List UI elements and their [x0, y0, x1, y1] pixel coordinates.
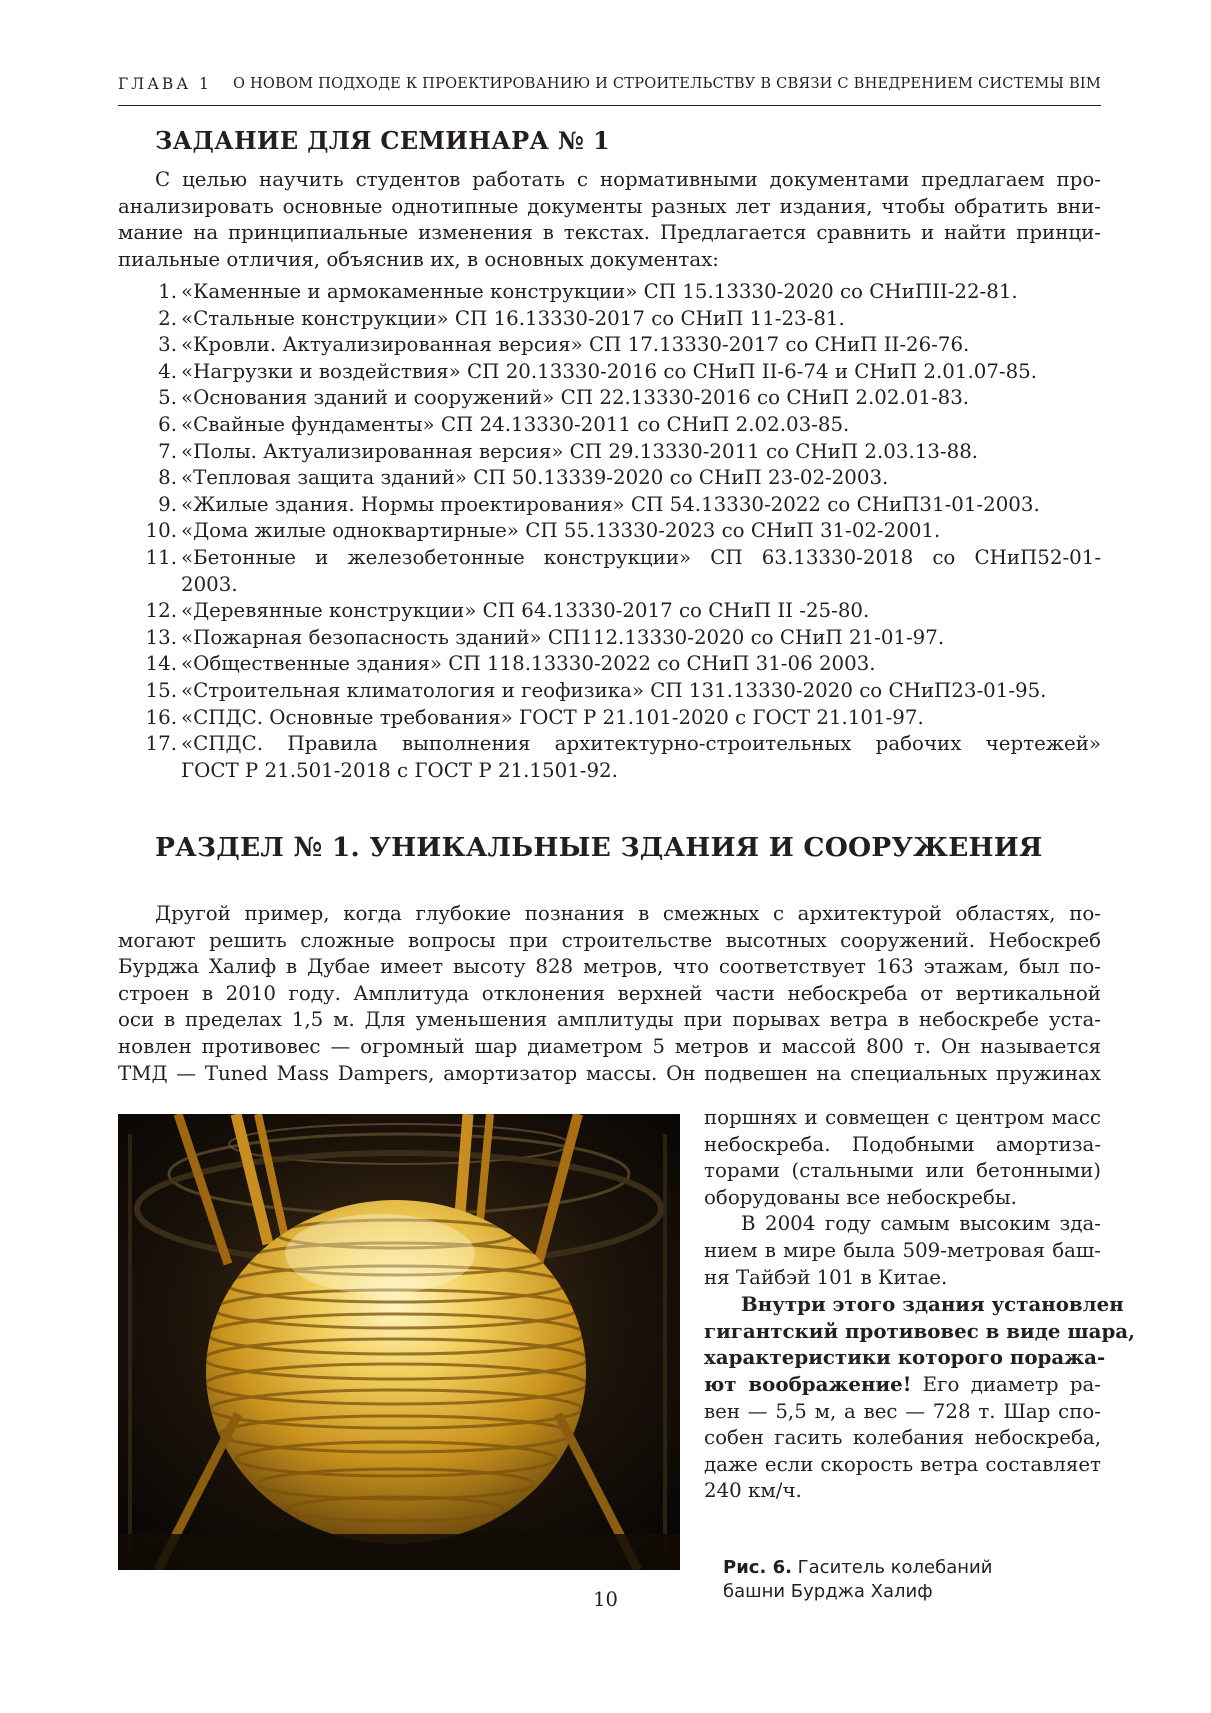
list-item	[118, 306, 1101, 333]
list-item	[118, 412, 1101, 439]
list-item	[118, 731, 1101, 784]
list-item-text: «Жилые здания. Нормы проектирования» СП 54.13330-2022 со СНиП31-01-2003.	[181, 492, 1040, 516]
section-heading: РАЗДЕЛ № 1. УНИКАЛЬНЫЕ ЗДАНИЯ И СООРУЖЕНИЯ	[155, 832, 1043, 863]
list-item	[118, 705, 1101, 732]
list-item-text: «Бетонные и железобетонные конструкции» СП 63.13330-2018 со СНиП52-01-	[181, 545, 1101, 569]
section-paragraph	[118, 901, 1101, 1087]
list-item-number: 6.	[158, 412, 177, 436]
list-item	[118, 678, 1101, 705]
list-item-number: 17.	[145, 732, 177, 756]
list-item-text: «Свайные фундаменты» СП 24.13330-2011 со СНиП 2.02.03-85.	[181, 412, 850, 436]
intro-line: анализировать основные однотипные документы разных лет издания, чтобы обратить вни-	[118, 194, 1101, 218]
tuned-mass-damper-photo	[118, 1114, 680, 1570]
side-line-bold: гигантский противовес в виде шара,	[704, 1318, 1135, 1343]
document-list	[118, 279, 1101, 784]
side-line: оборудованы все небоскребы.	[704, 1185, 1017, 1209]
chapter-title: О НОВОМ ПОДХОДЕ К ПРОЕКТИРОВАНИЮ И СТРОИТЕЛЬСТВУ В СВЯЗИ С ВНЕДРЕНИЕМ СИСТЕМЫ BIM	[233, 75, 1101, 92]
intro-line: пиальные отличия, объяснив их, в основных документах:	[118, 247, 719, 271]
list-item-text: «Основания зданий и сооружений» СП 22.13330-2016 со СНиП 2.02.01-83.	[181, 386, 970, 410]
list-item-number: 14.	[145, 652, 177, 676]
list-item-number: 3.	[158, 333, 177, 357]
list-item-number: 13.	[145, 625, 177, 649]
side-line-bold: Внутри этого здания установлен	[741, 1292, 1124, 1317]
figure-label: Рис. 6.	[723, 1557, 792, 1578]
list-item-text: «Дома жилые одноквартирные» СП 55.13330-2023 со СНиП 31-02-2001.	[181, 519, 941, 543]
paragraph-line: оси в пределах 1,5 м. Для уменьшения амплитуды при порывах ветра в небоскребе уста-	[118, 1008, 1101, 1032]
list-item-text: «Стальные конструкции» СП 16.13330-2017 со СНиП 11-23-81.	[181, 306, 845, 330]
list-item	[118, 492, 1101, 519]
list-item-number: 5.	[158, 386, 177, 410]
side-line: вен — 5,5 м, а вес — 728 т. Шар спо-	[704, 1399, 1101, 1423]
side-column-text	[704, 1105, 1135, 1505]
paragraph-line: Другой пример, когда глубокие познания в смежных с архитектурой областях, по-	[155, 902, 1101, 925]
intro-line: С целью научить студентов работать с нормативными документами предлагаем про-	[155, 168, 1101, 191]
side-line: собен гасить колебания небоскреба,	[704, 1426, 1101, 1450]
intro-line: мание на принципиальные изменения в текстах. Предлагается сравнить и найти принци-	[118, 221, 1101, 245]
list-item-number: 9.	[158, 492, 177, 516]
chapter-label: ГЛАВА 1	[118, 75, 212, 93]
list-item-text-cont: ГОСТ Р 21.501-2018 с ГОСТ Р 21.1501-92.	[181, 758, 618, 782]
list-item-number: 2.	[158, 306, 177, 330]
list-item-text: «Деревянные конструкции» СП 64.13330-2017 со СНиП II -25-80.	[181, 599, 870, 623]
list-item	[118, 545, 1101, 598]
caption-line	[723, 1556, 992, 1580]
list-item	[118, 439, 1101, 466]
seminar-intro	[118, 167, 1101, 273]
list-item	[118, 385, 1101, 412]
paragraph-line: ТМД — Tuned Mass Dampers, амортизатор массы. Он подвешен на специальных пружинах	[118, 1061, 1101, 1085]
list-item-text: «Пожарная безопасность зданий» СП112.13330-2020 со СНиП 21-01-97.	[181, 625, 945, 649]
paragraph-line: новлен противовес — огромный шар диаметром 5 метров и массой 800 т. Он называется	[118, 1034, 1101, 1058]
list-item	[118, 518, 1101, 545]
list-item	[118, 359, 1101, 386]
side-line: ня Тайбэй 101 в Китае.	[704, 1265, 948, 1289]
side-line: торами (стальными или бетонными)	[704, 1159, 1101, 1183]
side-line: В 2004 году самым высоким зда-	[741, 1212, 1101, 1236]
side-line: поршнях и совмещен с центром масс	[704, 1106, 1101, 1129]
side-line: нием в мире была 509-метровая баш-	[704, 1238, 1101, 1262]
list-item-text: «Строительная климатология и геофизика» СП 131.13330-2020 со СНиП23-01-95.	[181, 678, 1047, 702]
list-item-number: 10.	[145, 519, 177, 543]
list-item-text: «Тепловая защита зданий» СП 50.13339-2020 со СНиП 23-02-2003.	[181, 466, 889, 490]
list-item-number: 15.	[145, 678, 177, 702]
list-item	[118, 465, 1101, 492]
list-item-text: «СПДС. Основные требования» ГОСТ Р 21.101-2020 с ГОСТ 21.101-97.	[181, 705, 924, 729]
list-item-text: «Каменные и армокаменные конструкции» СП 15.13330-2020 со СНиПII-22-81.	[181, 280, 1018, 303]
list-item-text: «Общественные здания» СП 118.13330-2022 со СНиП 31-06 2003.	[181, 652, 876, 676]
paragraph-line: Бурджа Халиф в Дубае имеет высоту 828 метров, что соответствует 163 этажам, был по-	[118, 955, 1101, 979]
list-item	[118, 332, 1101, 359]
page-number: 10	[593, 1588, 618, 1611]
list-item	[118, 651, 1101, 678]
list-item	[118, 625, 1101, 652]
list-item-text: «Нагрузки и воздействия» СП 20.13330-2016 со СНиП II-6-74 и СНиП 2.01.07-85.	[181, 359, 1038, 383]
running-header	[118, 71, 1101, 106]
list-item	[118, 598, 1101, 625]
list-item-number: 7.	[158, 439, 177, 463]
list-item-number: 11.	[145, 545, 177, 569]
side-line-bold: характеристики которого поража-	[704, 1345, 1106, 1370]
list-item-number: 16.	[145, 705, 177, 729]
list-item-number: 4.	[158, 359, 177, 383]
list-item	[118, 279, 1101, 306]
list-item-number: 1.	[158, 280, 177, 303]
caption-text: Гаситель колебаний	[791, 1557, 993, 1578]
paragraph-line: могают решить сложные вопросы при строительстве высотных сооружений. Небоскреб	[118, 928, 1101, 952]
list-item-number: 12.	[145, 599, 177, 623]
caption-line: башни Бурджа Халиф	[723, 1581, 933, 1602]
list-item-text: «СПДС. Правила выполнения архитектурно-строительных рабочих чертежей»	[181, 732, 1101, 756]
side-line-rest: Его диаметр ра-	[911, 1372, 1101, 1396]
list-item-number: 8.	[158, 466, 177, 490]
side-line-bold-tail: ют воображение!	[704, 1371, 912, 1396]
paragraph-line: строен в 2010 году. Амплитуда отклонения верхней части небоскреба от вертикальной	[118, 981, 1101, 1005]
list-item-text: «Кровли. Актуализированная версия» СП 17.13330-2017 со СНиП II-26-76.	[181, 333, 970, 357]
side-line: даже если скорость ветра составляет	[704, 1452, 1101, 1476]
list-item-text-cont: 2003.	[181, 572, 238, 596]
list-item-text: «Полы. Актуализированная версия» СП 29.13330-2011 со СНиП 2.03.13-88.	[181, 439, 979, 463]
side-line-mixed	[704, 1371, 1101, 1399]
side-line: небоскреба. Подобными амортиза-	[704, 1132, 1101, 1156]
seminar-heading: ЗАДАНИЕ ДЛЯ СЕМИНАРА № 1	[155, 126, 610, 155]
side-line: 240 км/ч.	[704, 1479, 802, 1503]
